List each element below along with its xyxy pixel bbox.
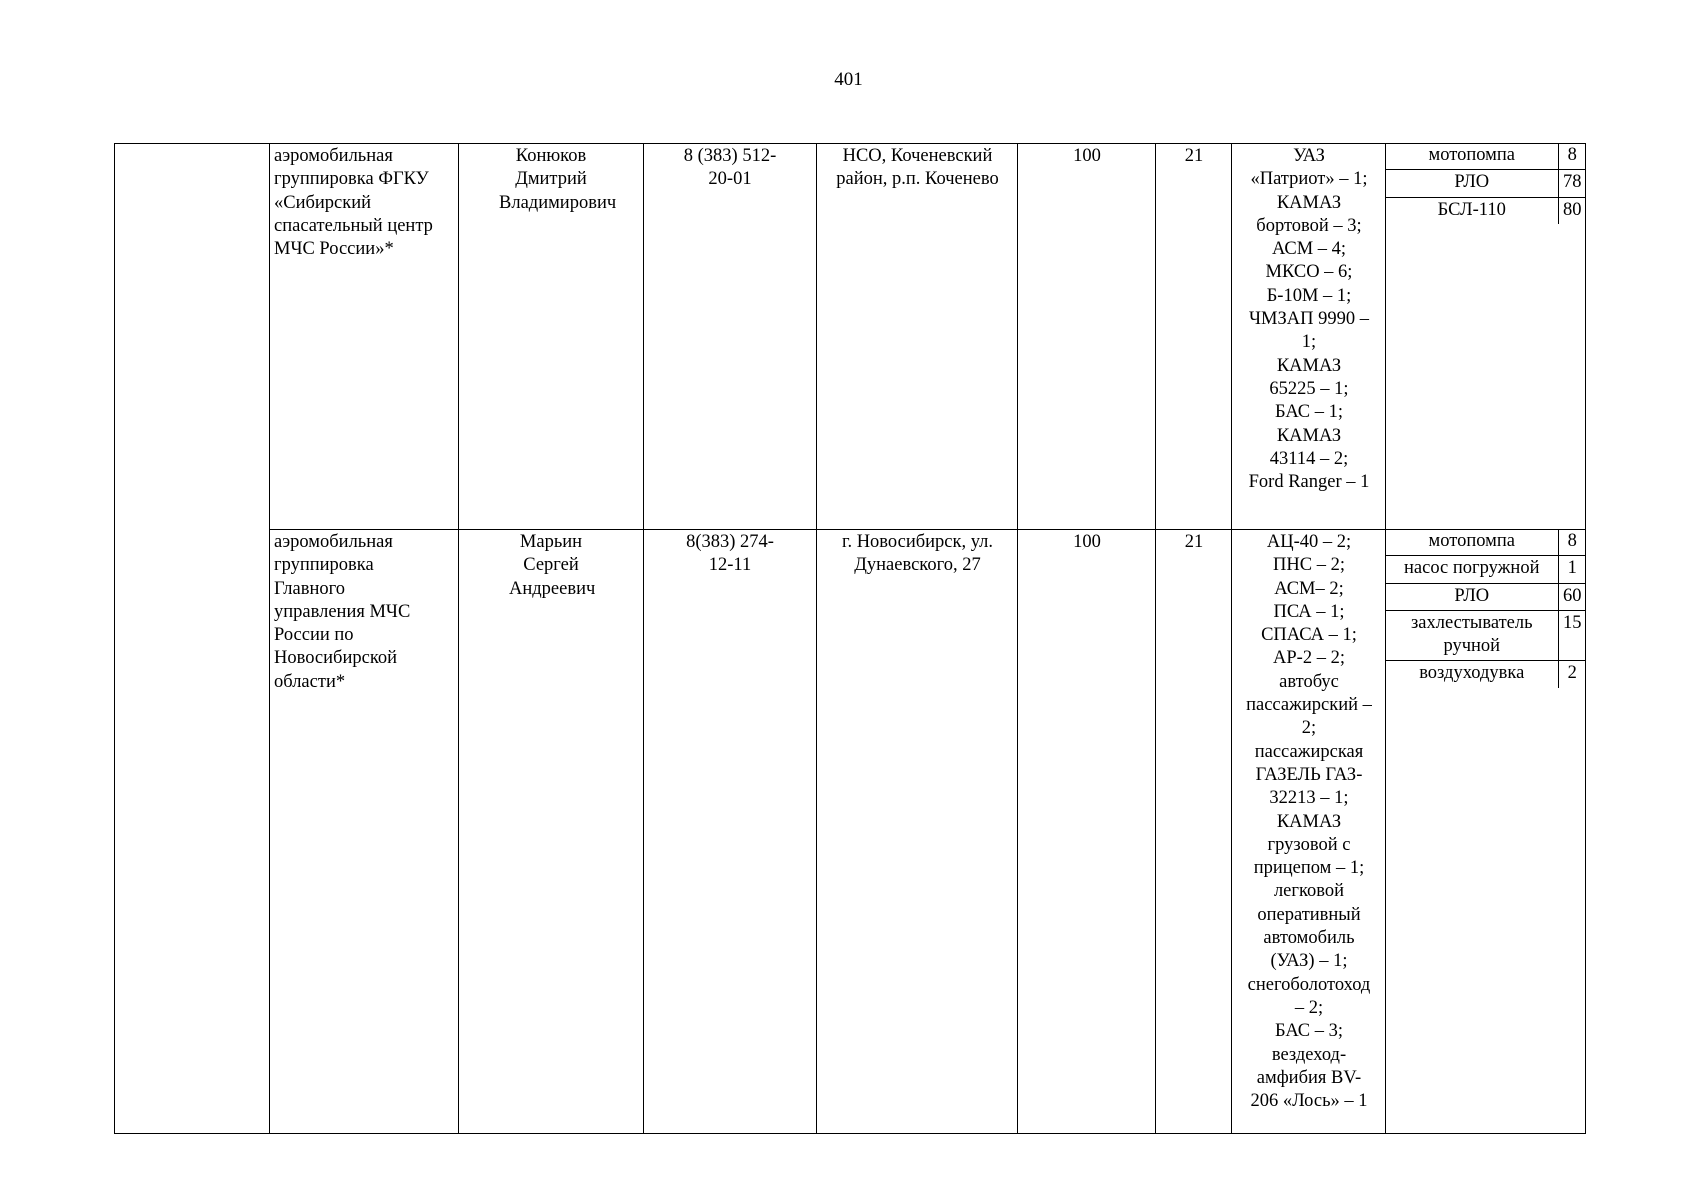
technics-line: КАМАЗ	[1276, 355, 1342, 376]
technics-line: 206 «Лось» – 1	[1250, 1091, 1368, 1112]
equipment-row	[1386, 610, 1586, 661]
equipment-name: насос погружной	[1386, 556, 1558, 583]
phone-cell: 8(383) 274-12-11	[644, 530, 817, 1134]
technics-line: (УАЗ) – 1;	[1270, 951, 1348, 972]
equipment-name: РЛО	[1386, 170, 1558, 197]
page-number: 401	[834, 69, 863, 90]
technics-line: МКСО – 6;	[1265, 262, 1353, 283]
technics-line: 32213 – 1;	[1269, 788, 1349, 809]
equipment-cell	[1386, 144, 1586, 530]
equipment-row	[1386, 661, 1586, 688]
equipment-name: БСЛ-110	[1386, 197, 1558, 224]
equipment-row	[1386, 197, 1586, 224]
technics-cell	[1232, 530, 1386, 1134]
equipment-table	[1386, 529, 1586, 688]
technics-line: оперативный	[1257, 904, 1361, 925]
table-row	[115, 530, 1586, 1134]
equipment-name: захлестыватель ручной	[1386, 610, 1558, 661]
technics-line: АСМ– 2;	[1274, 578, 1344, 599]
equipment-name: мотопомпа	[1386, 529, 1558, 556]
equipment-row	[1386, 143, 1586, 170]
technics-line: легковой	[1273, 881, 1345, 902]
technics-line: УАЗ	[1293, 146, 1325, 166]
technics-line: ПНС – 2;	[1273, 555, 1345, 576]
equipment-qty: 15	[1558, 610, 1586, 661]
technics-line: 43114 – 2;	[1269, 448, 1349, 469]
address-cell: г. Новосибирск, ул. Дунаевского, 27	[817, 530, 1018, 1134]
technics-line: автомобиль	[1263, 928, 1355, 949]
equipment-qty: 8	[1558, 529, 1586, 556]
equipment-qty: 80	[1558, 197, 1586, 224]
technics-line: 2;	[1301, 718, 1317, 739]
equipment-cell	[1386, 530, 1586, 1134]
technics-line: АЦ-40 – 2;	[1266, 532, 1352, 552]
equipment-name: воздуходувка	[1386, 661, 1558, 688]
equipment-qty: 1	[1558, 556, 1586, 583]
technics-line: автобус	[1279, 671, 1339, 692]
equipment-qty: 60	[1558, 583, 1586, 610]
technics-line: грузовой с	[1267, 834, 1351, 855]
technics-line: снегоболотоход	[1247, 974, 1371, 995]
technics-line: бортовой – 3;	[1256, 215, 1362, 236]
technics-line: Б-10М – 1;	[1266, 285, 1352, 306]
empty-first-column	[115, 144, 270, 1134]
technics-line: 65225 – 1;	[1269, 378, 1349, 399]
technics-line: Ford Ranger – 1	[1248, 472, 1370, 493]
technics-line: ПСА – 1;	[1273, 601, 1345, 622]
equipment-qty: 2	[1558, 661, 1586, 688]
equipment-qty: 8	[1558, 143, 1586, 170]
equipment-row	[1386, 556, 1586, 583]
technics-line: пассажирский –	[1246, 695, 1372, 716]
technics-line: БАС – 3;	[1274, 1021, 1344, 1042]
technics-line: – 2;	[1294, 997, 1324, 1018]
equipment-row	[1386, 583, 1586, 610]
technics-line: ГАЗЕЛЬ ГАЗ-	[1255, 764, 1363, 785]
vehicles-count-cell: 21	[1156, 530, 1232, 1134]
equipment-row	[1386, 529, 1586, 556]
head-name-cell: Марьин Сергей Андреевич	[459, 530, 644, 1134]
equipment-table	[1386, 143, 1586, 224]
personnel-cell: 100	[1018, 144, 1156, 530]
address-cell: НСО, Коченевский район, р.п. Коченево	[817, 144, 1018, 530]
equipment-qty: 78	[1558, 170, 1586, 197]
technics-line: КАМАЗ	[1276, 192, 1342, 213]
technics-line: вездеход-	[1271, 1044, 1347, 1065]
technics-line: пассажирская	[1254, 741, 1364, 762]
technics-line: амфибия BV-	[1256, 1067, 1362, 1088]
technics-line: КАМАЗ	[1276, 425, 1342, 446]
technics-line: 1;	[1301, 332, 1317, 353]
phone-cell: 8 (383) 512-20-01	[644, 144, 817, 530]
technics-line: «Патриот» – 1;	[1250, 169, 1368, 190]
table-row	[115, 144, 1586, 530]
technics-line: АСМ – 4;	[1271, 239, 1347, 260]
technics-line: ЧМЗАП 9990 –	[1249, 309, 1369, 330]
unit-name-cell: аэромобильная группировка ФГКУ «Сибирский спасательный центр МЧС России»*	[270, 144, 459, 530]
technics-line: прицепом – 1;	[1253, 858, 1365, 879]
equipment-row	[1386, 170, 1586, 197]
head-name-cell: Конюков Дмитрий Владимирович	[459, 144, 644, 530]
vehicles-count-cell: 21	[1156, 144, 1232, 530]
units-table	[114, 143, 1586, 1134]
unit-name-cell: аэромобильная группировка Главного управления МЧС России по Новосибирской области*	[270, 530, 459, 1134]
technics-line: КАМАЗ	[1276, 811, 1342, 832]
personnel-cell: 100	[1018, 530, 1156, 1134]
equipment-name: РЛО	[1386, 583, 1558, 610]
technics-cell	[1232, 144, 1386, 530]
equipment-name: мотопомпа	[1386, 143, 1558, 170]
technics-line: БАС – 1;	[1274, 402, 1344, 423]
technics-line: СПАСА – 1;	[1261, 625, 1357, 646]
technics-line: АР-2 – 2;	[1273, 648, 1345, 669]
